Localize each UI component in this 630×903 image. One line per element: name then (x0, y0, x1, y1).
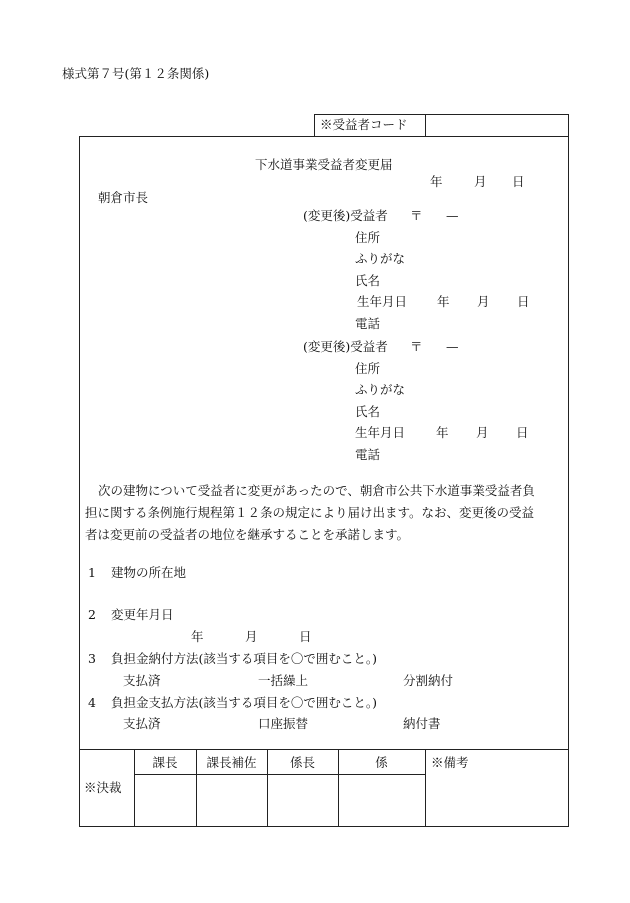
remarks-area[interactable] (426, 775, 568, 826)
applicant1-furigana-label: ふりがな (355, 251, 406, 266)
item2-text: 変更年月日 (111, 607, 174, 622)
item3-option-installment[interactable]: 分割納付 (403, 673, 454, 688)
applicant1-birthdate-label: 生年月日 (357, 294, 408, 309)
applicant2-furigana-label: ふりがな (355, 382, 406, 397)
body-text-line1: 次の建物について受益者に変更があったので、朝倉市公共下水道事業受益者負 (98, 483, 535, 498)
stamp-box-subsection-chief[interactable] (268, 775, 338, 826)
item3-option-paid[interactable]: 支払済 (123, 673, 161, 688)
applicant2-postal-dash: — (446, 339, 459, 354)
item2-day-label: 日 (299, 629, 312, 644)
applicant2-birth-day: 日 (516, 425, 529, 440)
applicant2-phone-label: 電話 (355, 447, 381, 462)
approval-col-subsection-chief: 係長 (289, 755, 315, 770)
stamp-box-deputy-chief[interactable] (197, 775, 267, 826)
applicant1-postal-dash: — (446, 208, 459, 223)
item1-number: 1 (88, 565, 96, 580)
approval-col-section-chief: 課長 (152, 755, 178, 770)
item2-month-label: 月 (245, 629, 258, 644)
applicant1-birth-month: 月 (477, 294, 490, 309)
item1-text: 建物の所在地 (111, 565, 187, 580)
code-label: ※受益者コード (320, 117, 408, 132)
applicant2-postal-mark: 〒 (410, 339, 423, 354)
applicant1-birth-year: 年 (437, 294, 450, 309)
date-day-label: 日 (512, 174, 525, 189)
form-number: 様式第７号(第１２条関係) (62, 66, 210, 81)
body-text-line3: 者は変更前の受益者の地位を継承することを承諾します。 (85, 527, 410, 542)
applicant2-birth-month: 月 (476, 425, 489, 440)
date-year-label: 年 (430, 174, 443, 189)
approval-col-deputy-chief: 課長補佐 (206, 755, 257, 770)
applicant1-phone-label: 電話 (355, 316, 381, 331)
approval-top-border (79, 749, 569, 750)
item4-option-paid[interactable]: 支払済 (123, 716, 161, 731)
item3-number: 3 (88, 651, 96, 666)
applicant2-address-label: 住所 (355, 361, 381, 376)
approval-col-staff: 係 (375, 755, 388, 770)
code-box-divider (425, 114, 426, 137)
item3-option-lump-sum[interactable]: 一括繰上 (258, 673, 309, 688)
applicant1-postal-mark: 〒 (410, 208, 423, 223)
item4-option-payment-slip[interactable]: 納付書 (403, 716, 441, 731)
approval-label: ※決裁 (84, 780, 122, 795)
item4-text: 負担金支払方法(該当する項目を〇で囲むこと。) (111, 695, 378, 710)
remarks-label: ※備考 (431, 755, 469, 770)
body-text-line2: 担に関する条例施行規程第１２条の規定により届け出ます。なお、変更後の受益 (85, 505, 535, 520)
applicant2-name-label: 氏名 (355, 404, 381, 419)
stamp-box-staff[interactable] (339, 775, 425, 826)
applicant1-name-label: 氏名 (355, 273, 381, 288)
item2-number: 2 (88, 607, 96, 622)
applicant2-birth-year: 年 (436, 425, 449, 440)
date-month-label: 月 (474, 174, 487, 189)
applicant2-birthdate-label: 生年月日 (355, 425, 406, 440)
stamp-box-section-chief[interactable] (135, 775, 196, 826)
applicant1-birth-day: 日 (517, 294, 530, 309)
item3-text: 負担金納付方法(該当する項目を〇で囲むこと。) (111, 651, 378, 666)
applicant1-label: (変更後)受益者 (303, 208, 388, 223)
addressee: 朝倉市長 (98, 190, 149, 205)
form-title: 下水道事業受益者変更届 (255, 157, 393, 172)
item4-option-bank-transfer[interactable]: 口座振替 (258, 716, 309, 731)
item4-number: 4 (88, 695, 96, 710)
applicant1-address-label: 住所 (355, 230, 381, 245)
item2-year-label: 年 (191, 629, 204, 644)
applicant2-label: (変更後)受益者 (303, 339, 388, 354)
